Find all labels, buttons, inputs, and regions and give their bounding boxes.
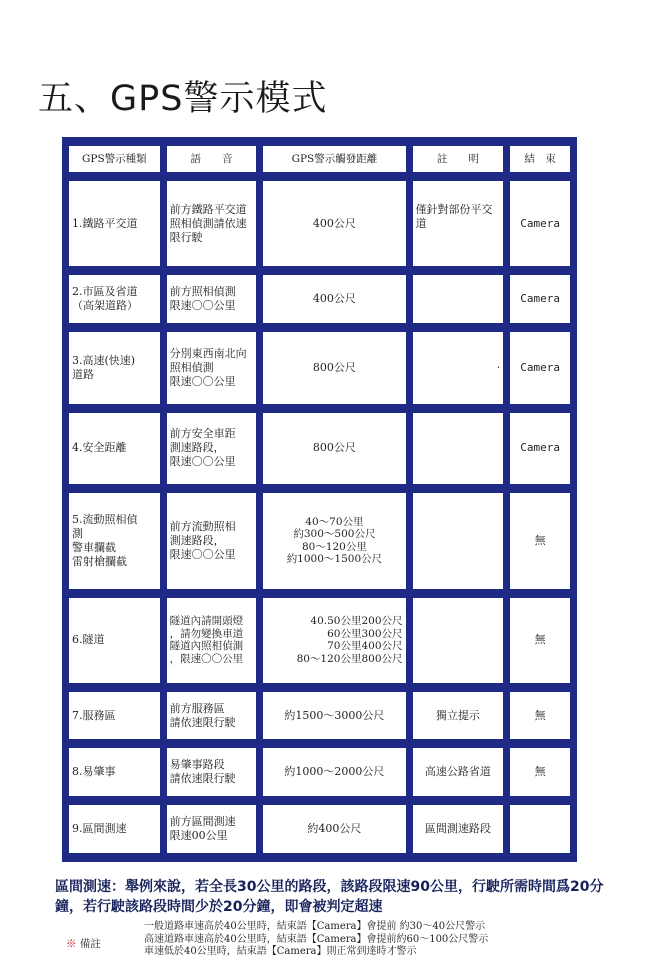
cell-distance: 40.50公里200公尺 60公里300公尺 70公里400公尺 80～120公里800公尺 [263, 598, 405, 683]
cell-voice: 隧道內請開頭燈 ，請勿變換車道 隧道內照相偵測 ，限速〇〇公里 [167, 598, 257, 683]
interval-speed-summary: 區間測速：舉例來說，若全長30公里的路段，該路段限速90公里，行駛所需時間爲20分鐘，若行駛該路段時間少於20分鐘，即會被判定超速 [55, 879, 604, 915]
cell-type: 1.鐵路平交道 [69, 181, 160, 266]
cell-result: 無 [510, 598, 570, 683]
cell-distance: 800公尺 [263, 332, 405, 404]
cell-note: 高速公路省道 [413, 748, 504, 796]
cell-type: 7.服務區 [69, 692, 160, 740]
header-note: 註 明 [413, 146, 504, 172]
header-type: GPS警示種類 [69, 146, 160, 172]
cell-voice: 前方安全車距 測速路段， 限速〇〇公里 [167, 413, 257, 485]
table-row [69, 332, 570, 404]
page-title: 五、GPS警示模式 [38, 79, 328, 119]
remarks-lines [144, 921, 488, 959]
cell-distance: 約1000～2000公尺 [263, 748, 405, 796]
cell-note: 僅針對部份平交 道 [413, 181, 504, 266]
remarks-label [66, 936, 101, 951]
cell-note: 區間測速路段 [413, 805, 504, 853]
cell-distance: 約1500～3000公尺 [263, 692, 405, 740]
reference-mark-icon: ※ [66, 938, 77, 950]
header-voice: 語 音 [167, 146, 257, 172]
table-row [69, 181, 570, 266]
remark-line: 一般道路車速高於40公里時，結束語【Camera】會提前 約30～40公尺警示 [144, 921, 486, 932]
table-row [69, 748, 570, 796]
remarks-label-text: 備註 [79, 938, 101, 950]
header-distance: GPS警示觸發距離 [263, 146, 405, 172]
gps-warning-table-frame [62, 137, 577, 862]
remark-line: 車速低於40公里時，結束語【Camera】則正常到達時才警示 [144, 946, 417, 957]
cell-voice: 前方區間測速 限速00公里 [167, 805, 257, 853]
table-row [69, 805, 570, 853]
cell-voice: 易肇事路段 請依速限行駛 [167, 748, 257, 796]
cell-distance: 400公尺 [263, 275, 405, 323]
cell-type: 2.市區及省道 （高架道路） [69, 275, 160, 323]
cell-note: 獨立提示 [413, 692, 504, 740]
gps-warning-table [62, 137, 577, 862]
cell-voice: 分別東西南北向 照相偵測 限速〇〇公里 [167, 332, 257, 404]
table-row [69, 692, 570, 740]
cell-result: 無 [510, 692, 570, 740]
table-header-row [69, 146, 570, 172]
table-row [69, 413, 570, 485]
cell-voice: 前方服務區 請依速限行駛 [167, 692, 257, 740]
cell-voice: 前方鐵路平交道 照相偵測請依速 限行駛 [167, 181, 257, 266]
cell-result [510, 805, 570, 853]
cell-distance: 400公尺 [263, 181, 405, 266]
cell-distance: 約400公尺 [263, 805, 405, 853]
cell-type: 4.安全距離 [69, 413, 160, 485]
table-row [69, 275, 570, 323]
header-result: 結 束 [510, 146, 570, 172]
cell-result: Camera [510, 413, 570, 485]
cell-type: 8.易肇事 [69, 748, 160, 796]
cell-note: · [413, 332, 504, 404]
cell-type: 3.高速(快速) 道路 [69, 332, 160, 404]
cell-type: 6.隧道 [69, 598, 160, 683]
cell-note [413, 275, 504, 323]
cell-note [413, 493, 504, 588]
cell-result: Camera [510, 181, 570, 266]
cell-result: 無 [510, 748, 570, 796]
cell-result: 無 [510, 493, 570, 588]
cell-distance: 40～70公里 約300～500公尺 80～120公里 約1000～1500公尺 [263, 493, 405, 588]
cell-type: 5.流動照相偵 測 警車攔截 雷射槍攔截 [69, 493, 160, 588]
cell-result: Camera [510, 275, 570, 323]
cell-type: 9.區間測速 [69, 805, 160, 853]
table-row [69, 598, 570, 683]
cell-result: Camera [510, 332, 570, 404]
cell-voice: 前方流動照相 測速路段， 限速〇〇公里 [167, 493, 257, 588]
cell-note [413, 413, 504, 485]
cell-note [413, 598, 504, 683]
table-row [69, 493, 570, 588]
remark-line: 高速道路車速高於40公里時，結束語【Camera】會提前約60～100公尺警示 [144, 933, 489, 945]
cell-voice: 前方照相偵測 限速〇〇公里 [167, 275, 257, 323]
cell-distance: 800公尺 [263, 413, 405, 485]
